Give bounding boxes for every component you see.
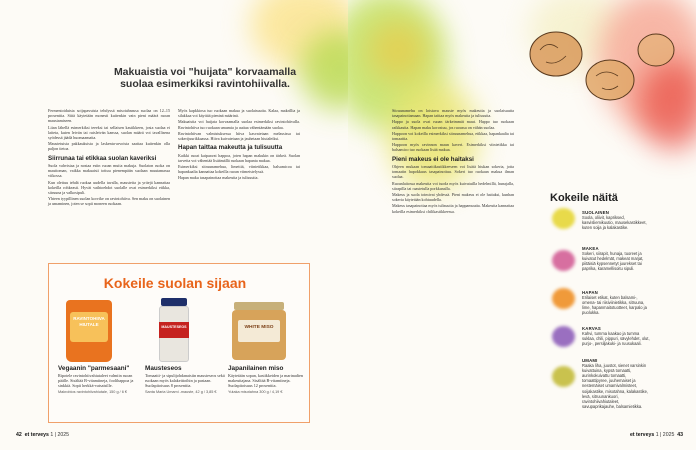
ingredients-illustration	[518, 22, 678, 122]
orange-paint-blob	[552, 288, 575, 309]
paragraph: Makuaistia voi huijata korvaamalla suolaa esimerkiksi ravintohiivalla. Ravintohiiva tuo ruokaan umamia ja auttaa vähentämään suolaa.	[178, 119, 300, 130]
subheading: Hapan taittaa makeutta ja tulisuutta	[178, 144, 283, 152]
product-image	[145, 296, 225, 362]
taste-block	[582, 246, 652, 271]
paragraph: Sitruunamehu on loistava mauste myös makeutta ja suolaisuutta tasapainottamaan. Hapan taittaa myös makeutta ja tulisuutta.	[392, 108, 514, 119]
product-image	[228, 296, 308, 362]
paragraph: Ohjeen mukaan tomaattikastikkeeseen voi lisätä hiukan sokeria, jotta tomaatin hapokkuus tasapainottuu. Sokeri tuo ruokaan makua ilman suolaa.	[392, 164, 514, 180]
taste-block	[582, 210, 652, 230]
paragraph: Happoon myös ravinnon maun kaveri. Esimerkiksi viinietikka tai balsamico tuo ruokaan lisää makua.	[392, 142, 514, 153]
taste-block	[582, 290, 652, 315]
taste-title: MAKEA	[582, 246, 599, 251]
olive-paint-blob	[552, 366, 575, 387]
taste-title: HAPAN	[582, 290, 598, 295]
right-footer	[630, 432, 683, 438]
product-label: MAUSTESEOS	[161, 325, 187, 329]
taste-text: Sokeri, siirapit, hunaja, tuoreet ja kuivatut hedelmät, makeat marjat, piitäisiä kypsennetyt juurekset tai paprika, karamellisoitu sipuli.	[582, 251, 644, 272]
product-name: Japanilainen miso	[228, 365, 284, 372]
left-column-2	[178, 108, 300, 182]
product-price: Yutaka misotahna 300 g / 4,19 €	[228, 390, 283, 395]
taste-text: Kahvi, tumma kaakao ja tumma suklaa, chili, pippuri, sävylehdet, olut, purjo-, persiljakuki- ja ruusukaali.	[582, 331, 650, 347]
left-column-1	[48, 108, 170, 208]
side-panel-title: Kokeile näitä	[550, 192, 618, 204]
subheading: Pieni makeus ei ole haitaksi	[392, 155, 474, 163]
product-description: Tomaatti- ja sipulijohdanaisiin mausteseos sekä ruokaan myös kalakeittoihin ja pastaan. Suolapitoisuus 8 prosenttia.	[145, 373, 225, 389]
article-headline: Makuaistia voi "huijata" korvaamalla suolaa esimerkiksi ravintohiivalla.	[113, 66, 297, 90]
paragraph: Happo ja suola ovat ruoan tärkeimmät maut. Happo tuo ruokaan raikkautta. Hapan maku korostuu, jos ruoassa on vähän suolaa.	[392, 119, 514, 130]
product-card	[228, 296, 308, 394]
product-box-title: Kokeile suolan sijaan	[103, 275, 247, 291]
taste-block	[582, 326, 652, 346]
product-name: Mausteseos	[145, 365, 182, 372]
taste-title: SUOLAINEN	[582, 210, 610, 215]
taste-text: Erilaiset etikat, kuten balsami-, omena- tai riisiviinietikka, sitruuna, lime, hapanmaitotuotteet, karpalo ja puolukka.	[582, 295, 647, 316]
paragraph: Hapan maku tasapainottaa makeutta ja tulisuutta.	[178, 175, 259, 181]
paragraph: Kaikki ruoat kaipaavat happoa, joten hapan makukin on tärkeä. Suolan tarvetta voi vähentää lisäämällä ruokaan hapanta makua.	[178, 152, 300, 163]
paragraph: Liian lähellä esimerkiksi teeeksi tai sellaisen kastikkeen, josta suolaa ei laiteta, kuten leivän tai ruisleivän kanssa, suolan määrä voi tavallisena syödessä jäädä huomaamatta.	[48, 124, 170, 141]
magazine-name: et terveys	[630, 432, 655, 438]
taste-text: Soola, oliivit, kapriksed, kasvisliemikuutio, mausekastikkeet, kuten soija ja kalakastike.	[582, 215, 647, 231]
product-price: Santa Maria Umami -mauste, 42 g / 3,85 €	[145, 390, 217, 395]
paragraph: Myös kapkkiosa tuo ruokaan makua ja suolaisuutta. Kalaa, makrillia ja silakkaa voi käyttää pieninä määrinä.	[178, 108, 300, 119]
watercolor-wash	[368, 20, 428, 80]
taste-title: UMAMI	[582, 358, 598, 363]
page-number: 42	[16, 432, 22, 438]
left-footer	[16, 432, 69, 438]
product-label: RAVINTOHIIVA HIUTALE	[73, 316, 105, 327]
paragraph: Happoon voi kokeilla esimerkiksi sitruunamehua, etikkaa, hapankaalia tai tomaattia.	[392, 130, 514, 142]
paragraph: Maustetuista pakkauksista ja laskenta-arvoista saattaa kuitenkin olla paljon tietoa.	[48, 141, 170, 152]
product-name: Vegaanin "parmesaani"	[58, 365, 130, 372]
paragraph: Suola vahvistaa ja nostaa esiin ruoan muita makuja. Suolaton ruoka on mauttoman, vaikka makuaisti tottuu pienempään suolaan muutamassa viikossa.	[48, 163, 170, 179]
product-card	[145, 296, 225, 394]
paragraph: Kun olettuu tehdä ruokaa uudella tavalla, mausteita ja yrttejä kannattaa kokeilla rohkeasti. Hyvät vaihtoehdot suolalle ovat esimerkiksi etikka, sitruuna ja valkosipuli.	[48, 179, 170, 196]
taste-block	[582, 358, 652, 409]
product-label: WHITE MISO	[244, 325, 274, 330]
paragraph: Makeus tasapainottaa myös tulisuutta ja happamuutta. Makeutta kannattaa kokeilla esimerkiksi chilikastikkeessa.	[392, 203, 514, 214]
subheading: Siirrunaa tai etikkaa suolan kaveriksi	[48, 154, 157, 162]
product-image	[58, 296, 138, 362]
paragraph: Yhteen tyypillinen suolan korvike on ravintohiiva. Sen maku on suolainen ja umaminen, joten se sopii moneen ruokaan.	[48, 196, 170, 207]
product-description: Käytetään sopan, kastikkeiden ja marinadien makeuttajana. Sisältää B-vitamiineja. Suolapitoisuus 12 prosenttia.	[228, 373, 303, 389]
issue-number: 1 | 2025	[655, 432, 675, 438]
pink-paint-blob	[552, 250, 575, 271]
paragraph: Esimerkiksi sitruunamehua, limettiä, viinietikkaa, balsamicoa tai hapankaalia kannattaa kokeilla ruoan viimeistelyssä.	[178, 164, 300, 175]
yellow-paint-blob	[552, 208, 575, 229]
purple-paint-blob	[552, 326, 575, 347]
paragraph: Makeus ja suola toimivat yhdessä. Pieni makeus ei ole haitaksi, kunhan sokeria käytetään kohtuudella.	[392, 192, 514, 203]
product-price: Makrobios ravintohiivahiutale, 150 g / 6 €	[58, 390, 128, 395]
paragraph: Ravintohiivan valmistuksessa hiiva kasvatetaan melassissa tai sokerijuurikkaassa. Hiiva kuivatetaan ja jauhetaan hiutaleiksi.	[178, 130, 300, 142]
taste-text: Raaka liha, juustot, sienet varsinkin kuivattuina, kypsä tomaatti, aurinkokuivattu tomaatti, tomaattipyree, juuhemaiset ja nestemäiset umamivalmisteet, soijakastike, misotahna, kalakastike, levä, sitruunankuori, ravintohiivahiutaleet, savupaprikajauhe, balsamietikka.	[582, 363, 648, 409]
right-column-1	[392, 108, 514, 215]
issue-number: 1 | 2025	[50, 432, 70, 438]
paragraph: Ruoanlaitossa makeutta voi tuoda myös kuivatuilla hedelmillä, hunajalla, siirapilla tai raastetulla porkkanalla.	[392, 180, 514, 191]
taste-title: KARVAS	[582, 326, 601, 331]
magazine-name: et terveys	[24, 432, 49, 438]
paragraph: Fermentoiduista soijapavuista tehdyssä misotahnassa suolaa on 12–15 prosenttia. Siitä käytetään monesti kuitenkin vain pieni määrä ruoan maustamiseen.	[48, 108, 170, 124]
product-description: Ripotele ravintohiivahiutaleet valmiin ruoan päälle. Sisältää B-vitamiineja, foolihappoa ja sinkkiä. Sopii herkkä-vatsaisille.	[58, 373, 134, 389]
page-number: 43	[677, 432, 684, 438]
product-card	[58, 296, 138, 394]
